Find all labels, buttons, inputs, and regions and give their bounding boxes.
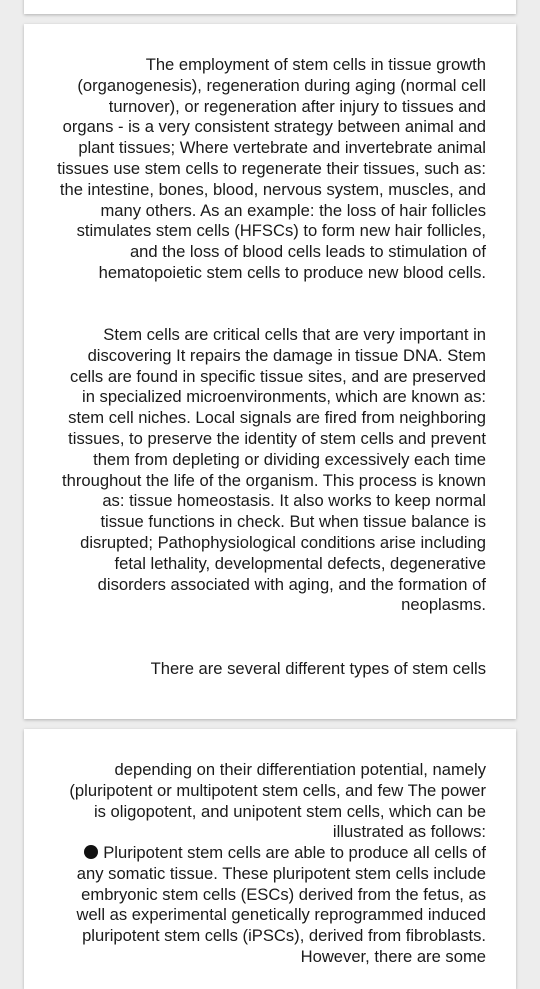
- paragraph-stem-cell-niches: Stem cells are critical cells that are very important in discovering It repairs the damage in tissue DNA. Stem cells are found in specific tissue sites, and are preserved in specialized microenvironments, which are known as: stem cell niches. Local signals are fired from neighboring tissues, to preserve the identity of stem cells and prevent them from depleting or dividing excessively each time throughout the life of the organism. This process is known as: tissue homeostasis. It also works to keep normal tissue functions in check. But when tissue balance is disrupted; Pathophysiological conditions arise including fetal lethality, developmental defects, degenerative disorders associated with aging, and the formation of neoplasms.: [62, 325, 486, 615]
- paragraph-differentiation-potential: depending on their differentiation potential, namely (pluripotent or multipotent stem cells, and few The power is oligopotent, and unipotent stem cells, which can be illustrated as follows:: [69, 760, 486, 842]
- document-page-next: [24, 729, 516, 989]
- black-circle-bullet-icon: [84, 845, 98, 859]
- paragraph-stem-cell-types-intro: There are several different types of stem cells: [150, 659, 486, 678]
- bullet-item-text: Pluripotent stem cells are able to produce all cells of any somatic tissue. These pluripotent stem cells include embryonic stem cells (ESCs) derived from the fetus, as well as experimental genetically reprogrammed induced pluripotent stem cells (iPSCs), derived from fibroblasts. However, there are some: [76, 843, 486, 966]
- document-page: [24, 24, 516, 719]
- paragraph-stem-cell-employment: The employment of stem cells in tissue growth (organogenesis), regeneration during aging (normal cell turnover), or regeneration after injury to tissues and organs - is a very consistent strategy between animal and plant tissues; Where vertebrate and invertebrate animal tissues use stem cells to regenerate their tissues, such as: the intestine, bones, blood, nervous system, muscles, and many others. As an example: the loss of hair follicles stimulates stem cells (HFSCs) to form new hair follicles, and the loss of blood cells leads to stimulation of hematopoietic stem cells to produce new blood cells.: [57, 55, 486, 282]
- bullet-item-pluripotent: [56, 843, 486, 968]
- document-page-previous: [24, 0, 516, 14]
